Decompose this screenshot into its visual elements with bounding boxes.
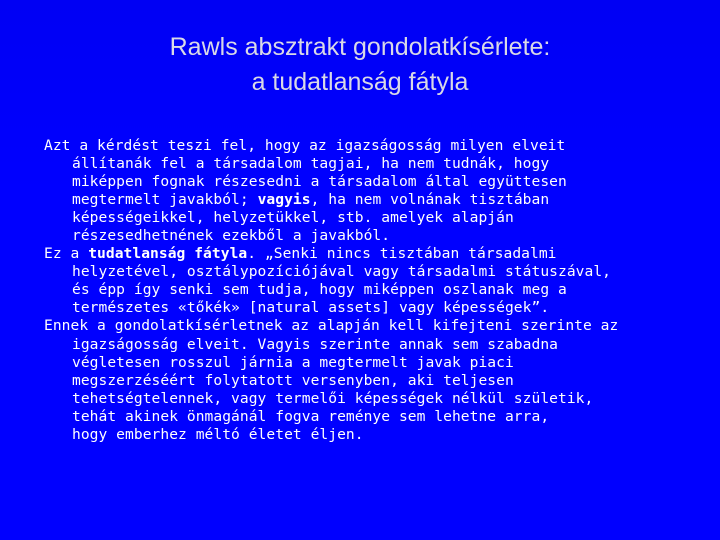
paragraph-line: megszerzéséért folytatott versenyben, aki teljesen xyxy=(72,371,514,389)
paragraph-line xyxy=(44,191,694,209)
paragraph-3 xyxy=(44,317,694,443)
title-line-1: Rawls absztrakt gondolatkísérlete: xyxy=(169,33,551,61)
paragraph-line: állítanák fel a társadalom tagjai, ha nem tudnák, hogy xyxy=(72,155,550,173)
paragraph-line: miképpen fognak részesedni a társadalom által együttesen xyxy=(72,173,567,191)
paragraph-2 xyxy=(44,245,694,317)
paragraph-line: részesedhetnének ezekből a javakból. xyxy=(72,227,391,245)
paragraph-line: igazságosság elveit. Vagyis szerinte annak sem szabadna xyxy=(72,335,558,353)
emphasis-tudatlansag-fatyla: tudatlanság fátyla xyxy=(88,245,248,263)
emphasis-vagyis: vagyis xyxy=(257,191,311,209)
paragraph-1 xyxy=(44,137,694,245)
paragraph-line: helyzetével, osztálypozíciójával vagy társadalmi státuszával, xyxy=(72,263,612,281)
text-run: megtermelt javakból; xyxy=(72,191,258,209)
paragraph-line: hogy emberhez méltó életet éljen. xyxy=(72,425,364,443)
title-line-2: a tudatlanság fátyla xyxy=(251,68,469,96)
paragraph-line: tehetségtelennek, vagy termelői képességek nélkül születik, xyxy=(72,389,594,407)
paragraph-line: Ennek a gondolatkísérletnek az alapján kell kifejteni szerinte az xyxy=(44,317,619,335)
text-run: Ez a xyxy=(44,245,89,263)
paragraph-line: tehát akinek önmagánál fogva reménye sem lehetne arra, xyxy=(72,407,550,425)
paragraph-line: végletesen rosszul járnia a megtermelt javak piaci xyxy=(72,353,514,371)
text-run: . „Senki nincs tisztában társadalmi xyxy=(247,245,557,263)
text-run: , ha nem volnának tisztában xyxy=(310,191,550,209)
paragraph-line: képességeikkel, helyzetükkel, stb. amelyek alapján xyxy=(72,209,514,227)
paragraph-line xyxy=(44,245,694,263)
slide-title xyxy=(40,30,680,100)
paragraph-line: természetes «tőkék» [natural assets] vagy képességek”. xyxy=(72,299,550,317)
slide-body xyxy=(44,137,694,444)
paragraph-line: és épp így senki sem tudja, hogy miképpen oszlanak meg a xyxy=(72,281,567,299)
paragraph-line: Azt a kérdést teszi fel, hogy az igazságosság milyen elveit xyxy=(44,137,566,154)
